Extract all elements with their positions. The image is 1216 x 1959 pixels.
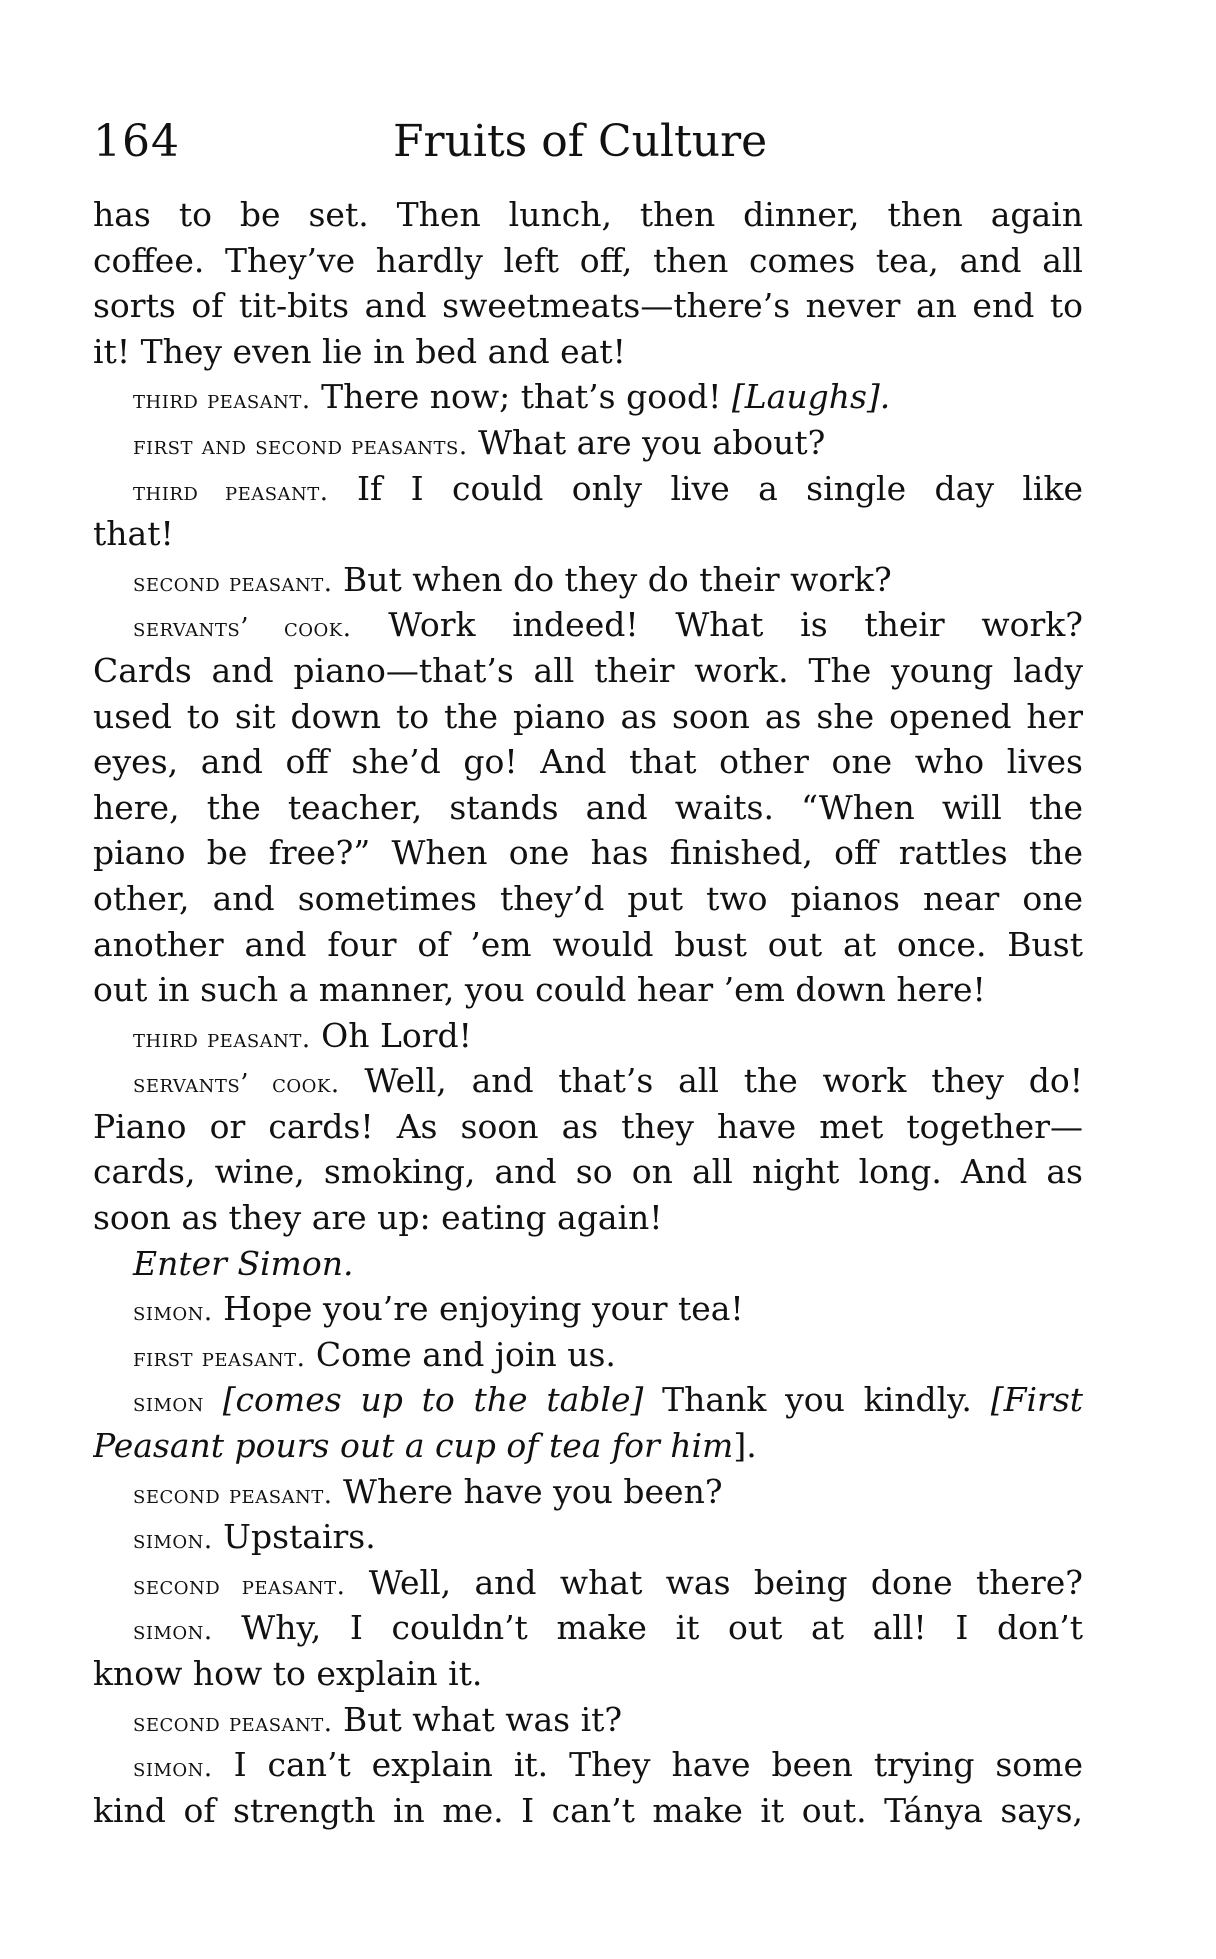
speaker-name: simon.	[133, 1525, 213, 1556]
running-title: Fruits of Culture	[393, 116, 768, 167]
stage-direction-line	[93, 1241, 1083, 1287]
speaker-name: third peasant.	[133, 1023, 311, 1054]
dialogue-line: simon [comes up to the table] Thank you kindly. [First	[133, 1380, 1083, 1420]
speaker-name: second peasant.	[133, 1707, 333, 1738]
text-line: kind of strength in me. I can’t make it out. Tánya says,	[93, 1790, 1083, 1830]
body-text	[93, 192, 1083, 1833]
speaker-name: simon	[133, 1388, 204, 1419]
dialogue-line: second peasant. But when do they do their work?	[133, 559, 892, 599]
speaker-name: first and second peasants.	[133, 430, 468, 461]
stage-direction: [comes up to the table]	[222, 1380, 644, 1420]
page-number: 164	[93, 116, 180, 167]
speaker-name: second peasant.	[133, 1570, 346, 1601]
speaker-name: first peasant.	[133, 1342, 306, 1373]
speaker-name: servants’ cook.	[133, 613, 352, 644]
dialogue-line: first peasant. Come and join us.	[133, 1334, 616, 1374]
stage-direction: Peasant pours out a cup of tea for him	[93, 1426, 734, 1466]
dialogue-line: third peasant. There now; that’s good! [Laughs].	[133, 377, 891, 417]
stage-direction: [First	[990, 1380, 1083, 1420]
dialogue-line: servants’ cook. Well, and that’s all the work they do!	[133, 1061, 1083, 1101]
speaker-name: third peasant.	[133, 476, 329, 507]
dialogue-line: second peasant. Well, and what was being done there?	[133, 1562, 1083, 1602]
text-line: sorts of tit-bits and sweetmeats—there’s never an end to	[93, 286, 1083, 326]
dialogue-line: second peasant. But what was it?	[133, 1699, 623, 1739]
dialogue-line: simon. Why, I couldn’t make it out at all! I don’t	[133, 1608, 1083, 1648]
text-line: here, the teacher, stands and waits. “When will the	[93, 787, 1083, 827]
dialogue-line: simon. Upstairs.	[133, 1517, 376, 1557]
speaker-name: third peasant.	[133, 385, 311, 416]
speaker-name: simon.	[133, 1616, 213, 1647]
dialogue-line: servants’ cook. Work indeed! What is their work?	[133, 605, 1083, 645]
dialogue-line: third peasant. Oh Lord!	[133, 1015, 472, 1055]
dialogue-line: third peasant. If I could only live a single day like	[133, 468, 1083, 508]
text-line: soon as they are up: eating again!	[93, 1198, 663, 1238]
text-line: cards, wine, smoking, and so on all night long. And as	[93, 1152, 1083, 1192]
speaker-name: simon.	[133, 1297, 213, 1328]
stage-direction: Enter Simon.	[133, 1243, 354, 1283]
text-line: out in such a manner, you could hear ’em down here!	[93, 970, 986, 1010]
text-line: used to sit down to the piano as soon as she opened her	[93, 696, 1083, 736]
page-header	[93, 116, 1083, 176]
text-line: Cards and piano—that’s all their work. The young lady	[93, 650, 1083, 690]
dialogue-line: second peasant. Where have you been?	[133, 1471, 723, 1511]
dialogue-line: simon. Hope you’re enjoying your tea!	[133, 1289, 744, 1329]
speaker-name: servants’ cook.	[133, 1069, 340, 1100]
stage-direction-line: Peasant pours out a cup of tea for him].	[93, 1426, 757, 1466]
text-line: that!	[93, 514, 174, 554]
speaker-name: second peasant.	[133, 567, 333, 598]
text-line: has to be set. Then lunch, then dinner, then again	[93, 195, 1083, 234]
speaker-name: second peasant.	[133, 1479, 333, 1510]
stage-direction: [Laughs].	[731, 377, 891, 417]
text-line: it! They even lie in bed and eat!	[93, 331, 626, 371]
text-line: other, and sometimes they’d put two pianos near one	[93, 878, 1083, 918]
text-line: coffee. They’ve hardly left off, then comes tea, and all	[93, 240, 1083, 280]
speaker-name: simon.	[133, 1753, 213, 1784]
text-line: piano be free?” When one has finished, off rattles the	[93, 833, 1083, 873]
dialogue-line: simon. I can’t explain it. They have been trying some	[133, 1745, 1083, 1785]
text-line: Piano or cards! As soon as they have met together—	[93, 1106, 1083, 1146]
text-line: know how to explain it.	[93, 1654, 483, 1693]
text-line: eyes, and off she’d go! And that other one who lives	[93, 742, 1083, 782]
text-line: another and four of ’em would bust out at once. Bust	[93, 924, 1083, 964]
dialogue-line: first and second peasants. What are you about?	[133, 422, 826, 462]
